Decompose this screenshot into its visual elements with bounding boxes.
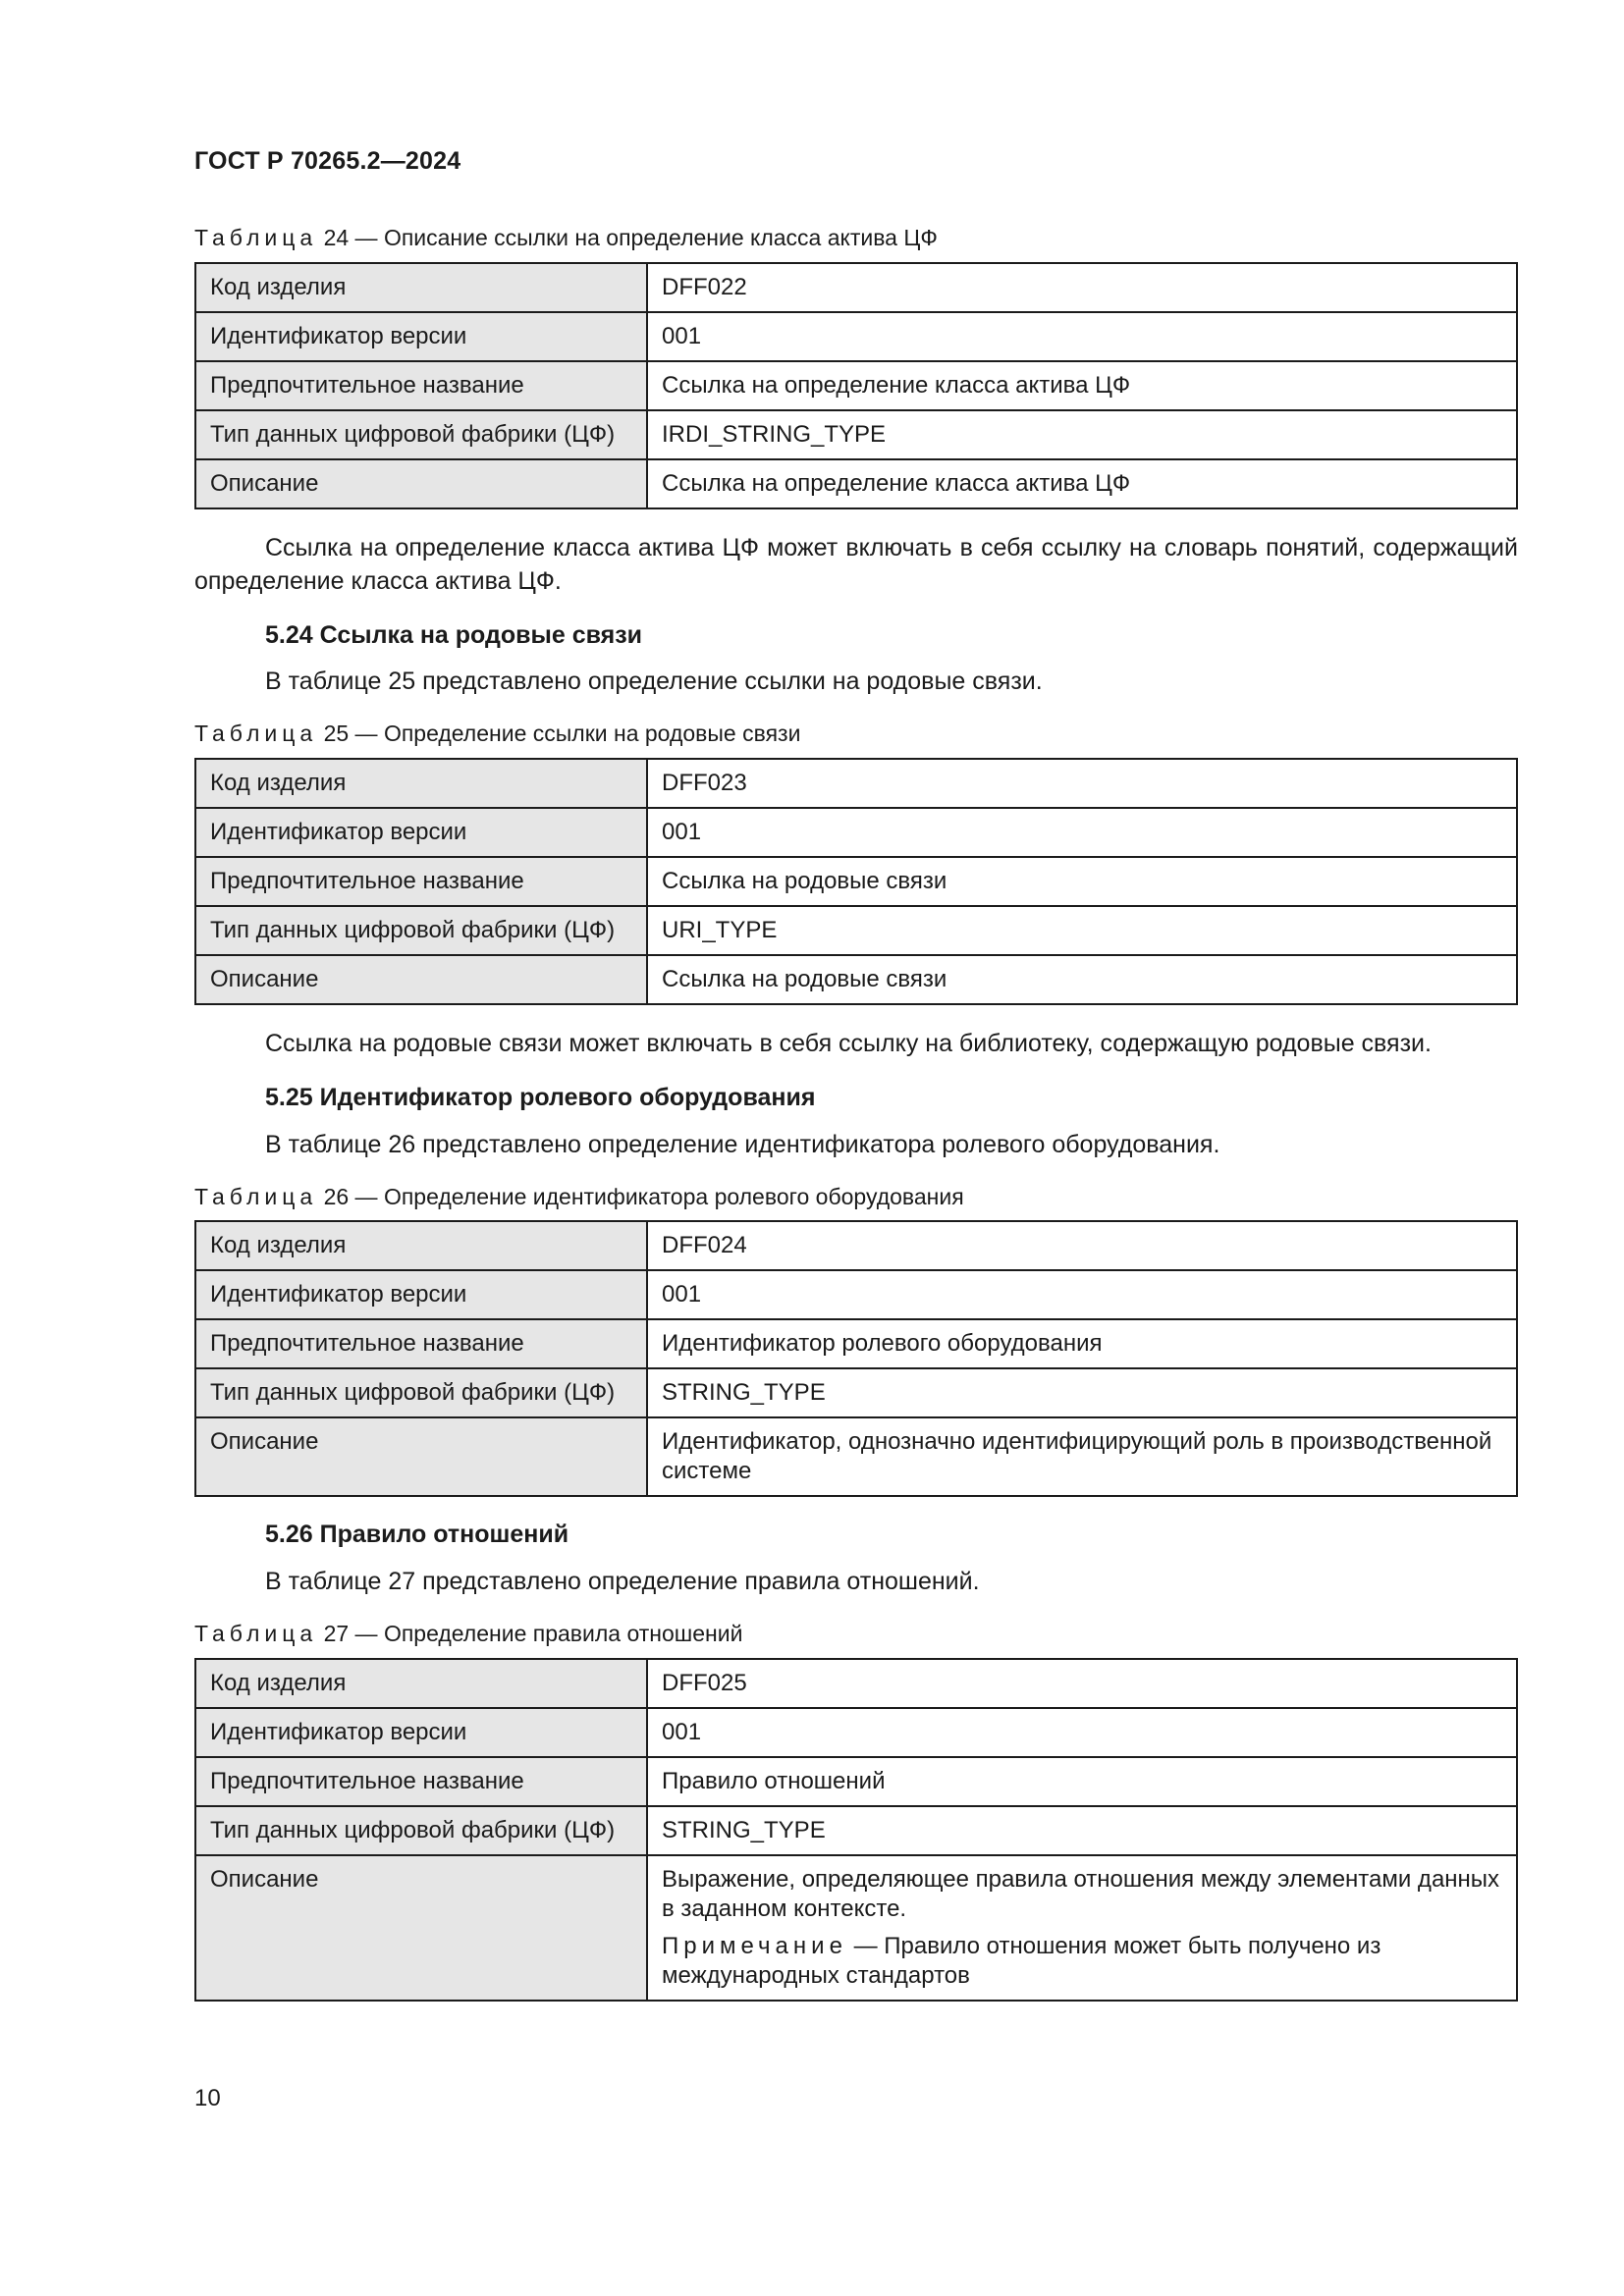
table-row [195,1855,1517,2001]
row-value: Ссылка на определение класса актива ЦФ [647,459,1517,508]
table-26-caption [194,1183,1518,1211]
table-row [195,1659,1517,1708]
table-25-caption [194,720,1518,748]
note-lead: Примечание [662,1932,847,1959]
section-5-26-intro: В таблице 27 представлено определение правила отношений. [265,1567,980,1595]
table-caption-text: 25 — Определение ссылки на родовые связи [317,721,801,747]
page-number: 10 [194,2085,221,2111]
row-key: Описание [195,1855,647,2001]
section-5-24-title: 5.24 Ссылка на родовые связи [265,620,643,649]
row-key: Описание [195,1417,647,1496]
row-key: Идентификатор версии [195,808,647,857]
section-5-25-title: 5.25 Идентификатор ролевого оборудования [265,1084,816,1111]
table-caption-text: 27 — Определение правила отношений [317,1620,743,1646]
table-caption-lead: Таблица [194,1183,318,1209]
table-row [195,906,1517,955]
page-content [194,224,1518,2002]
table-24-caption [194,224,1518,252]
row-value: URI_TYPE [647,906,1517,955]
row-value: Ссылка на родовые связи [647,857,1517,906]
row-value: 001 [647,808,1517,857]
row-value: Идентификатор, однозначно идентифицирующий роль в производственной системе [647,1417,1517,1496]
row-value: IRDI_STRING_TYPE [647,410,1517,459]
table-row [195,1757,1517,1806]
row-key: Идентификатор версии [195,1708,647,1757]
row-value: Правило отношений [647,1757,1517,1806]
row-key: Предпочтительное название [195,361,647,410]
table-row [195,1319,1517,1368]
table-row [195,955,1517,1004]
document-code: ГОСТ Р 70265.2—2024 [194,147,461,175]
row-key: Идентификатор версии [195,312,647,361]
row-value: Ссылка на определение класса актива ЦФ [647,361,1517,410]
table-25 [194,758,1518,1005]
row-value: Ссылка на родовые связи [647,955,1517,1004]
table-row [195,1368,1517,1417]
table-row [195,263,1517,312]
row-value: DFF025 [647,1659,1517,1708]
row-key: Описание [195,459,647,508]
note-text: — Правило отношения может быть получено из международных стандартов [662,1932,1381,1989]
table-26 [194,1220,1518,1497]
row-value: DFF022 [647,263,1517,312]
row-value [647,1855,1517,2001]
table-row [195,759,1517,808]
row-value: 001 [647,1270,1517,1319]
row-key: Тип данных цифровой фабрики (ЦФ) [195,410,647,459]
table-row [195,459,1517,508]
paragraph-after-table-25: Ссылка на родовые связи может включать в себя ссылку на библиотеку, содержащую родовые связи. [265,1030,1432,1057]
table-row [195,1221,1517,1270]
row-key: Тип данных цифровой фабрики (ЦФ) [195,1806,647,1855]
table-row [195,1806,1517,1855]
table-caption-lead: Таблица [194,721,318,747]
row-key: Код изделия [195,263,647,312]
section-5-26-title: 5.26 Правило отношений [265,1521,569,1549]
section-5-24-intro: В таблице 25 представлено определение ссылки на родовые связи. [265,667,1043,696]
row-key: Код изделия [195,1659,647,1708]
row-value: DFF024 [647,1221,1517,1270]
table-caption-lead: Таблица [194,1620,318,1646]
table-row [195,410,1517,459]
row-key: Предпочтительное название [195,1319,647,1368]
table-27-caption [194,1620,1518,1648]
row-key: Код изделия [195,1221,647,1270]
table-caption-text: 26 — Определение идентификатора ролевого оборудования [317,1183,964,1209]
row-key: Тип данных цифровой фабрики (ЦФ) [195,1368,647,1417]
description-text: Выражение, определяющее правила отношения между элементами данных в заданном контексте. [662,1865,1500,1922]
row-value: 001 [647,312,1517,361]
table-caption-text: 24 — Описание ссылки на определение класса актива ЦФ [317,225,938,250]
table-24 [194,262,1518,509]
row-value: 001 [647,1708,1517,1757]
table-row [195,808,1517,857]
row-key: Идентификатор версии [195,1270,647,1319]
table-row [195,1708,1517,1757]
table-note [662,1932,1502,1991]
table-caption-lead: Таблица [194,225,318,250]
row-key: Предпочтительное название [195,1757,647,1806]
table-27 [194,1658,1518,2002]
row-key: Предпочтительное название [195,857,647,906]
row-key: Код изделия [195,759,647,808]
table-row [195,1270,1517,1319]
row-value: Идентификатор ролевого оборудования [647,1319,1517,1368]
row-key: Тип данных цифровой фабрики (ЦФ) [195,906,647,955]
row-value: DFF023 [647,759,1517,808]
table-row [195,1417,1517,1496]
table-row [195,361,1517,410]
row-key: Описание [195,955,647,1004]
row-value: STRING_TYPE [647,1806,1517,1855]
table-row [195,312,1517,361]
row-value: STRING_TYPE [647,1368,1517,1417]
section-5-25-intro: В таблице 26 представлено определение идентификатора ролевого оборудования. [265,1130,1220,1158]
table-row [195,857,1517,906]
paragraph-after-table-24: Ссылка на определение класса актива ЦФ может включать в себя ссылку на словарь понятий, содержащий определение класса актива ЦФ. [194,533,1518,595]
